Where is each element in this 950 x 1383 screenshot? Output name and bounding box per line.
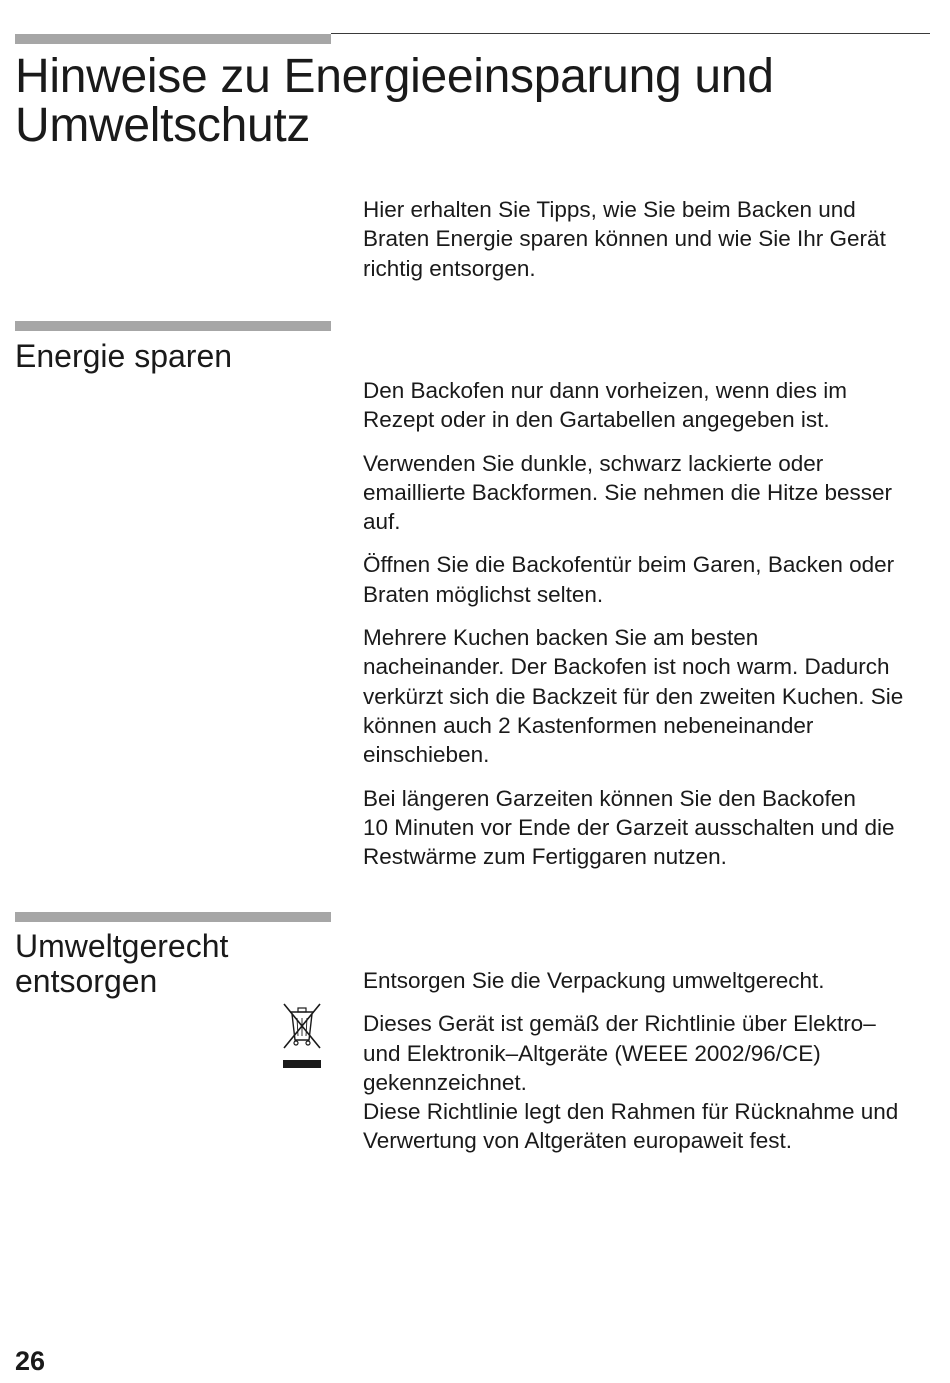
energie-heading [15, 339, 232, 374]
umwelt-paragraph [363, 966, 935, 995]
energie-paragraph [363, 449, 935, 537]
title-rule-thick [15, 34, 331, 44]
energie-line: einschieben. [363, 742, 490, 768]
energie-heading-text: Energie sparen [15, 338, 233, 374]
umwelt-line: gekennzeichnet. [363, 1069, 527, 1095]
energie-line: Verwenden Sie dunkle, schwarz lackierte oder [363, 450, 824, 476]
energie-line: emaillierte Backformen. Sie nehmen die Hitze besser [363, 479, 892, 505]
umwelt-heading [15, 929, 228, 999]
energie-line: nacheinander. Der Backofen ist noch warm. Dadurch [363, 654, 890, 680]
umwelt-heading-line-2: entsorgen [15, 963, 158, 999]
intro-section [363, 195, 935, 283]
energie-line: Öffnen Sie die Backofentür beim Garen, Backen oder [363, 552, 895, 578]
page-number: 26 [15, 1346, 46, 1376]
page-title [15, 52, 915, 150]
energie-line: 10 Minuten vor Ende der Garzeit ausschalten und die [363, 814, 895, 840]
energie-line: auf. [363, 509, 401, 535]
energie-rule [15, 321, 331, 331]
energie-line: Bei längeren Garzeiten können Sie den Backofen [363, 785, 856, 811]
energie-line: Rezept oder in den Gartabellen angegeben ist. [363, 407, 830, 433]
intro-line: richtig entsorgen. [363, 255, 536, 281]
energie-content [363, 376, 935, 871]
energie-line: verkürzt sich die Backzeit für den zweiten Kuchen. Sie [363, 683, 904, 709]
umwelt-line: Diese Richtlinie legt den Rahmen für Rücknahme und [363, 1099, 899, 1125]
intro-paragraph [363, 195, 935, 283]
energie-line: Braten möglichst selten. [363, 581, 604, 607]
umwelt-heading-line-1: Umweltgerecht [15, 928, 229, 964]
title-rule-thin [331, 33, 930, 34]
energie-paragraph [363, 376, 935, 435]
energie-line: Restwärme zum Fertiggaren nutzen. [363, 844, 727, 870]
energie-paragraph [363, 784, 935, 872]
page-title-line-2: Umweltschutz [15, 99, 311, 152]
weee-crossed-bin-icon [280, 1002, 324, 1070]
umwelt-content [363, 966, 935, 1156]
umwelt-line: und Elektronik–Altgeräte (WEEE 2002/96/CE) [363, 1040, 821, 1066]
intro-line: Braten Energie sparen können und wie Sie Ihr Gerät [363, 226, 886, 252]
page-title-line-1: Hinweise zu Energieeinsparung und [15, 50, 774, 103]
energie-line: können auch 2 Kastenformen nebeneinander [363, 712, 814, 738]
umwelt-rule [15, 912, 331, 922]
intro-line: Hier erhalten Sie Tipps, wie Sie beim Backen und [363, 197, 856, 222]
umwelt-line: Dieses Gerät ist gemäß der Richtlinie über Elektro– [363, 1011, 876, 1037]
energie-paragraph [363, 623, 935, 769]
umwelt-paragraph [363, 1009, 935, 1155]
energie-paragraph [363, 550, 935, 609]
energie-line: Den Backofen nur dann vorheizen, wenn dies im [363, 378, 848, 403]
energie-line: Mehrere Kuchen backen Sie am besten [363, 625, 759, 651]
umwelt-line: Entsorgen Sie die Verpackung umweltgerecht. [363, 968, 825, 993]
umwelt-line: Verwertung von Altgeräten europaweit fest. [363, 1128, 793, 1154]
